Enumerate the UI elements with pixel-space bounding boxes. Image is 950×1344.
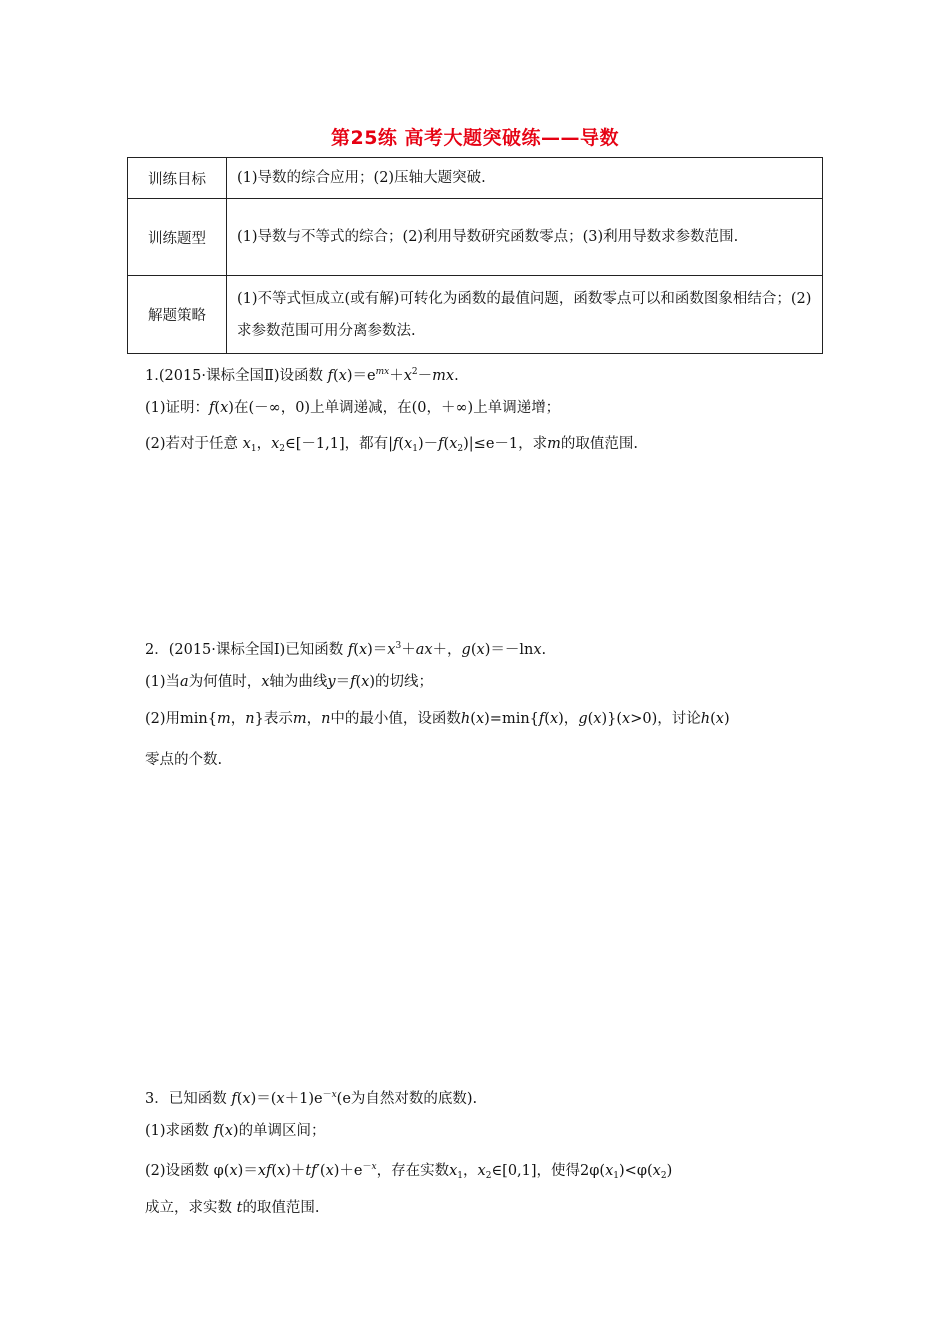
- problem-2-part-2-cont: 零点的个数.: [145, 752, 223, 768]
- table-row: [128, 199, 823, 276]
- problem-2-part-2: (2)用min{m，n}表示m，n中的最小值，设函数h(x)=min{f(x)，g(x)}(x>0)，讨论h(x): [145, 711, 730, 727]
- problem-2-part-1: (1)当a为何值时，x轴为曲线y＝f(x)的切线；: [145, 674, 433, 690]
- row-value: (1)导数的综合应用；(2)压轴大题突破.: [227, 158, 823, 199]
- table-row: [128, 276, 823, 354]
- problem-1-part-1: (1)证明：f(x)在(－∞，0)上单调递减，在(0，＋∞)上单调递增；: [145, 400, 561, 416]
- row-label: 解题策略: [128, 276, 227, 354]
- problem-2-stem: 2．(2015·课标全国Ⅰ)已知函数 $f(x)=x^3+ax+$，g(x)＝－lnx.: [145, 641, 547, 658]
- problem-3-part-1: (1)求函数 f(x)的单调区间；: [145, 1123, 326, 1139]
- row-label: 训练目标: [128, 158, 227, 199]
- row-label: 训练题型: [128, 199, 227, 276]
- problem-3-part-2: (2)设函数 $\varphi(x)=xf(x)+tf'(x)+e^{-x}$，存在实数$x_1$，$x_2\in[0,1]$，使得$2\varphi(x_1)<\varphi(x_2)$: [145, 1162, 673, 1181]
- row-value: (1)不等式恒成立(或有解)可转化为函数的最值问题，函数零点可以和函数图象相结合；(2)求参数范围可用分离参数法.: [227, 276, 823, 354]
- table-row: [128, 158, 823, 199]
- problem-3-stem: 3．已知函数 $f(x)=(x+1)e^{-x}(e$为自然对数的底数).: [145, 1090, 478, 1107]
- problem-1-stem: 1.(2015·课标全国Ⅱ)设函数 $f(x)=e^{mx}+x^2-mx$.: [145, 367, 459, 384]
- training-table: [127, 157, 823, 354]
- page-title: 第25练 高考大题突破练——导数: [330, 127, 620, 149]
- problem-1-part-2: (2)若对于任意 $x_1$，$x_2\in[-1,1]$，都有$|f(x_1)-f(x_2)|\le e-1$，求m的取值范围.: [145, 436, 638, 454]
- row-value: (1)导数与不等式的综合；(2)利用导数研究函数零点；(3)利用导数求参数范围.: [227, 199, 823, 276]
- problem-3-part-2-cont: 成立，求实数 t的取值范围.: [145, 1200, 320, 1216]
